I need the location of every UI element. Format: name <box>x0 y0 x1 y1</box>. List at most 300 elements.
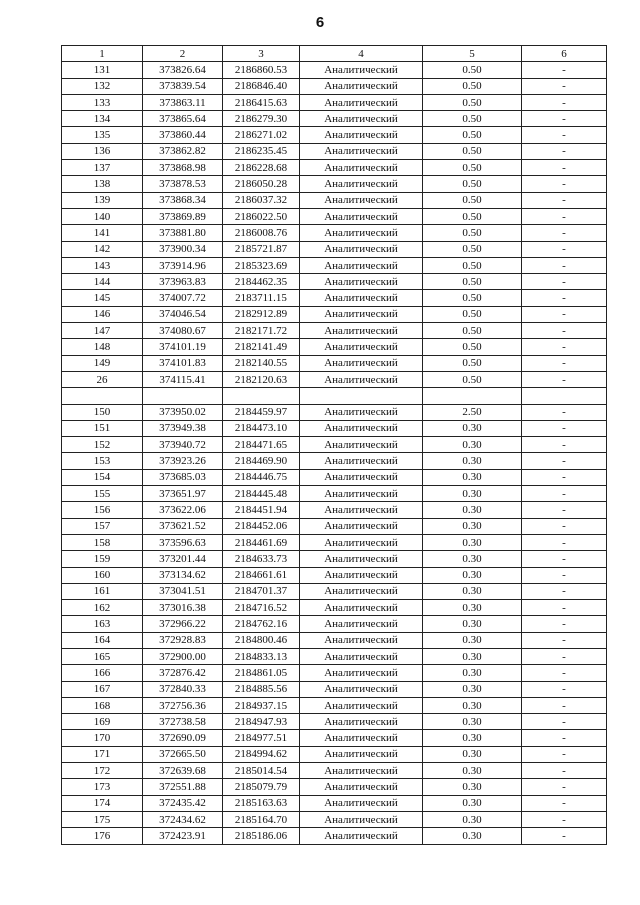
table-row <box>62 323 607 339</box>
table-cell: 0.30 <box>423 779 522 795</box>
table-cell: Аналитический <box>300 323 423 339</box>
table-cell: - <box>522 828 607 844</box>
table-cell: 0.30 <box>423 811 522 827</box>
table-cell: 373881.80 <box>143 225 223 241</box>
table-cell: 0.50 <box>423 225 522 241</box>
table-cell: 373923.26 <box>143 453 223 469</box>
table-row <box>62 763 607 779</box>
table-cell: - <box>522 290 607 306</box>
table-row <box>62 697 607 713</box>
table-cell: 2184947.93 <box>223 714 300 730</box>
table-cell: - <box>522 274 607 290</box>
table-cell: 151 <box>62 420 143 436</box>
table-cell: - <box>522 339 607 355</box>
table-cell: - <box>522 241 607 257</box>
table-row <box>62 648 607 664</box>
table-cell: Аналитический <box>300 62 423 78</box>
table-cell: - <box>522 779 607 795</box>
table-cell: 373949.38 <box>143 420 223 436</box>
table-row <box>62 469 607 485</box>
table-cell: 2184762.16 <box>223 616 300 632</box>
table-cell: - <box>522 225 607 241</box>
table-cell: Аналитический <box>300 192 423 208</box>
table-cell: 2184471.65 <box>223 437 300 453</box>
table-cell: Аналитический <box>300 600 423 616</box>
table-cell: Аналитический <box>300 257 423 273</box>
table-cell: 373862.82 <box>143 143 223 159</box>
table-cell: Аналитический <box>300 648 423 664</box>
table-cell: 2184861.05 <box>223 665 300 681</box>
table-cell: 2182912.89 <box>223 306 300 322</box>
table-cell: - <box>522 714 607 730</box>
table-cell: 2184661.61 <box>223 567 300 583</box>
column-header: 5 <box>423 46 522 62</box>
table-cell: - <box>522 811 607 827</box>
table-header-row <box>62 46 607 62</box>
table-cell: Аналитический <box>300 811 423 827</box>
table-row <box>62 241 607 257</box>
table-cell: 374080.67 <box>143 323 223 339</box>
table-cell: 2184994.62 <box>223 746 300 762</box>
table-cell: - <box>522 355 607 371</box>
table-cell: 373963.83 <box>143 274 223 290</box>
table-cell: 168 <box>62 697 143 713</box>
table-cell: 374046.54 <box>143 306 223 322</box>
table-cell: 372900.00 <box>143 648 223 664</box>
table-row <box>62 714 607 730</box>
table-row <box>62 339 607 355</box>
table-cell: 137 <box>62 160 143 176</box>
table-cell: 144 <box>62 274 143 290</box>
table-cell: Аналитический <box>300 160 423 176</box>
table-row <box>62 143 607 159</box>
table-cell <box>522 388 607 404</box>
table-cell: 145 <box>62 290 143 306</box>
table-row <box>62 208 607 224</box>
table-row <box>62 274 607 290</box>
table-cell: 372876.42 <box>143 665 223 681</box>
table-row <box>62 453 607 469</box>
table-cell: 161 <box>62 583 143 599</box>
table-cell: Аналитический <box>300 779 423 795</box>
table-cell: 141 <box>62 225 143 241</box>
table-cell: 159 <box>62 551 143 567</box>
table-cell: 0.30 <box>423 518 522 534</box>
table-cell: 2184701.37 <box>223 583 300 599</box>
table-cell: 176 <box>62 828 143 844</box>
coordinates-table <box>61 45 607 845</box>
table-cell: 0.30 <box>423 551 522 567</box>
table-cell: 2184462.35 <box>223 274 300 290</box>
table-row <box>62 404 607 420</box>
table-row <box>62 371 607 387</box>
table-cell: Аналитический <box>300 339 423 355</box>
table-cell: - <box>522 746 607 762</box>
table-row <box>62 600 607 616</box>
table-cell: - <box>522 176 607 192</box>
table-cell: 2185721.87 <box>223 241 300 257</box>
table-row <box>62 437 607 453</box>
table-cell: - <box>522 306 607 322</box>
table-cell: 2184445.48 <box>223 486 300 502</box>
table-cell: 374007.72 <box>143 290 223 306</box>
table-cell: 372639.68 <box>143 763 223 779</box>
table-cell: - <box>522 94 607 110</box>
table-cell: 2185186.06 <box>223 828 300 844</box>
table-cell: Аналитический <box>300 274 423 290</box>
table-cell: 2183711.15 <box>223 290 300 306</box>
table-cell: - <box>522 420 607 436</box>
table-cell: - <box>522 665 607 681</box>
table-cell: 2184633.73 <box>223 551 300 567</box>
table-cell: Аналитический <box>300 404 423 420</box>
table-cell: Аналитический <box>300 502 423 518</box>
table-cell: 0.30 <box>423 469 522 485</box>
table-cell: 373860.44 <box>143 127 223 143</box>
table-cell: 146 <box>62 306 143 322</box>
table-cell: Аналитический <box>300 486 423 502</box>
table-cell: Аналитический <box>300 730 423 746</box>
table-cell: 153 <box>62 453 143 469</box>
table-cell: 2184459.97 <box>223 404 300 420</box>
table-cell: 0.50 <box>423 62 522 78</box>
table-cell: 167 <box>62 681 143 697</box>
table-cell: 0.30 <box>423 437 522 453</box>
table-cell: 2186022.50 <box>223 208 300 224</box>
table-cell: - <box>522 78 607 94</box>
table-cell: 373621.52 <box>143 518 223 534</box>
table-cell: Аналитический <box>300 551 423 567</box>
table-cell: 2186235.45 <box>223 143 300 159</box>
table-cell: 0.30 <box>423 420 522 436</box>
table-cell: Аналитический <box>300 714 423 730</box>
table-cell: 0.30 <box>423 534 522 550</box>
table-row <box>62 616 607 632</box>
table-cell: - <box>522 486 607 502</box>
table-cell: 0.50 <box>423 274 522 290</box>
table-cell: 131 <box>62 62 143 78</box>
table-row <box>62 583 607 599</box>
table-cell <box>62 388 143 404</box>
table-cell: 0.50 <box>423 355 522 371</box>
table-cell: 2182171.72 <box>223 323 300 339</box>
table-cell: 2184716.52 <box>223 600 300 616</box>
table-cell: 0.30 <box>423 714 522 730</box>
table-cell: Аналитический <box>300 78 423 94</box>
table-cell: 2184800.46 <box>223 632 300 648</box>
table-cell: Аналитический <box>300 437 423 453</box>
table-cell: 0.50 <box>423 192 522 208</box>
page-number: 6 <box>315 14 325 31</box>
table-cell: 372434.62 <box>143 811 223 827</box>
table-cell: 162 <box>62 600 143 616</box>
table-cell: Аналитический <box>300 616 423 632</box>
table-cell: Аналитический <box>300 420 423 436</box>
table-cell: 0.50 <box>423 143 522 159</box>
table-cell: - <box>522 763 607 779</box>
table-cell: - <box>522 730 607 746</box>
table-row <box>62 62 607 78</box>
table-cell: 0.50 <box>423 160 522 176</box>
table-cell: 0.30 <box>423 583 522 599</box>
table-cell: 2186846.40 <box>223 78 300 94</box>
table-row <box>62 127 607 143</box>
table-cell: 372435.42 <box>143 795 223 811</box>
table-cell: 132 <box>62 78 143 94</box>
table-cell: 2186279.30 <box>223 111 300 127</box>
table-cell: 0.30 <box>423 828 522 844</box>
table-cell: 169 <box>62 714 143 730</box>
table-row <box>62 681 607 697</box>
table-cell: 373839.54 <box>143 78 223 94</box>
column-header: 4 <box>300 46 423 62</box>
table-cell: 160 <box>62 567 143 583</box>
table-row <box>62 192 607 208</box>
table-cell: 0.50 <box>423 257 522 273</box>
table-row <box>62 78 607 94</box>
table-cell <box>423 388 522 404</box>
table-cell: 0.50 <box>423 290 522 306</box>
table-row <box>62 486 607 502</box>
table-cell: 152 <box>62 437 143 453</box>
table-cell: - <box>522 518 607 534</box>
table-row <box>62 111 607 127</box>
table-cell: 147 <box>62 323 143 339</box>
table-cell: 0.50 <box>423 323 522 339</box>
table-cell: 372756.36 <box>143 697 223 713</box>
table-cell: 372738.58 <box>143 714 223 730</box>
table-cell: 2184473.10 <box>223 420 300 436</box>
table-cell: Аналитический <box>300 534 423 550</box>
table-cell: 2182141.49 <box>223 339 300 355</box>
table-cell: 139 <box>62 192 143 208</box>
table-cell: 372840.33 <box>143 681 223 697</box>
table-cell: Аналитический <box>300 355 423 371</box>
table-cell: 0.50 <box>423 241 522 257</box>
table-cell: 0.50 <box>423 94 522 110</box>
table-cell: - <box>522 127 607 143</box>
table-cell: 156 <box>62 502 143 518</box>
table-cell: 373868.98 <box>143 160 223 176</box>
table-cell <box>143 388 223 404</box>
table-cell: 2185014.54 <box>223 763 300 779</box>
table-cell: 0.30 <box>423 730 522 746</box>
table-cell: - <box>522 632 607 648</box>
table-cell: 0.50 <box>423 208 522 224</box>
table-body <box>62 62 607 844</box>
table-cell: 0.30 <box>423 681 522 697</box>
table-cell: 374101.19 <box>143 339 223 355</box>
table-cell: - <box>522 600 607 616</box>
table-cell: - <box>522 648 607 664</box>
table-cell: Аналитический <box>300 127 423 143</box>
table-row <box>62 176 607 192</box>
table-cell: 150 <box>62 404 143 420</box>
table-row <box>62 420 607 436</box>
table-cell <box>300 388 423 404</box>
table-cell: 175 <box>62 811 143 827</box>
table-cell: Аналитический <box>300 94 423 110</box>
table-cell: - <box>522 697 607 713</box>
table-cell: 0.30 <box>423 567 522 583</box>
table-cell: Аналитический <box>300 828 423 844</box>
table-cell: - <box>522 192 607 208</box>
table-cell: 135 <box>62 127 143 143</box>
table-cell: 171 <box>62 746 143 762</box>
column-header: 6 <box>522 46 607 62</box>
table-cell: 2184833.13 <box>223 648 300 664</box>
table-cell: 373016.38 <box>143 600 223 616</box>
table-cell: 2186860.53 <box>223 62 300 78</box>
table-cell: - <box>522 437 607 453</box>
table-cell: 0.50 <box>423 111 522 127</box>
table-row <box>62 811 607 827</box>
table-cell: 373900.34 <box>143 241 223 257</box>
table-row <box>62 632 607 648</box>
table-cell: 166 <box>62 665 143 681</box>
column-header: 2 <box>143 46 223 62</box>
table-cell: - <box>522 583 607 599</box>
table-cell <box>223 388 300 404</box>
table-cell: - <box>522 502 607 518</box>
table-cell: Аналитический <box>300 746 423 762</box>
table-cell: Аналитический <box>300 306 423 322</box>
table-cell: 0.50 <box>423 127 522 143</box>
table-row <box>62 225 607 241</box>
table-cell: 0.50 <box>423 339 522 355</box>
table-row <box>62 665 607 681</box>
table-cell: 174 <box>62 795 143 811</box>
table-cell: Аналитический <box>300 697 423 713</box>
table-cell: 143 <box>62 257 143 273</box>
table-cell: - <box>522 534 607 550</box>
table-cell: 373651.97 <box>143 486 223 502</box>
table-cell: 374101.83 <box>143 355 223 371</box>
table-cell: 136 <box>62 143 143 159</box>
table-row <box>62 795 607 811</box>
table-cell: 2186415.63 <box>223 94 300 110</box>
table-cell: 0.30 <box>423 600 522 616</box>
table-cell: - <box>522 795 607 811</box>
table-cell: - <box>522 257 607 273</box>
table-cell: Аналитический <box>300 763 423 779</box>
table-cell: 2185079.79 <box>223 779 300 795</box>
table-cell: 2185164.70 <box>223 811 300 827</box>
table-row <box>62 355 607 371</box>
table-row <box>62 746 607 762</box>
table-cell: 0.30 <box>423 453 522 469</box>
table-cell: 0.50 <box>423 78 522 94</box>
table-cell: 373940.72 <box>143 437 223 453</box>
table-cell: 0.30 <box>423 632 522 648</box>
table-cell: - <box>522 551 607 567</box>
table-cell: Аналитический <box>300 469 423 485</box>
table-cell: 164 <box>62 632 143 648</box>
table-cell: 0.30 <box>423 746 522 762</box>
table-cell: 165 <box>62 648 143 664</box>
table-cell: - <box>522 323 607 339</box>
table-cell: 0.30 <box>423 486 522 502</box>
table-cell: 373914.96 <box>143 257 223 273</box>
table-cell: 373950.02 <box>143 404 223 420</box>
table-cell: 373134.62 <box>143 567 223 583</box>
table-cell: - <box>522 567 607 583</box>
table-cell: Аналитический <box>300 371 423 387</box>
table-cell: 0.50 <box>423 306 522 322</box>
table-cell: 2186008.76 <box>223 225 300 241</box>
table-cell: 142 <box>62 241 143 257</box>
table-cell: 155 <box>62 486 143 502</box>
table-cell: 157 <box>62 518 143 534</box>
table-row <box>62 534 607 550</box>
table-cell: Аналитический <box>300 208 423 224</box>
table-cell: 373863.11 <box>143 94 223 110</box>
table-cell: - <box>522 616 607 632</box>
table-cell: 133 <box>62 94 143 110</box>
table-cell: 374115.41 <box>143 371 223 387</box>
table-cell: - <box>522 208 607 224</box>
table-cell: 2182140.55 <box>223 355 300 371</box>
table-cell: 372423.91 <box>143 828 223 844</box>
table-cell: 0.30 <box>423 763 522 779</box>
table-cell: 373878.53 <box>143 176 223 192</box>
table-row <box>62 257 607 273</box>
table-cell: 2184469.90 <box>223 453 300 469</box>
table-row <box>62 94 607 110</box>
table-row <box>62 730 607 746</box>
table-cell: 2186037.32 <box>223 192 300 208</box>
table-row <box>62 828 607 844</box>
table-cell: 2186228.68 <box>223 160 300 176</box>
table-cell: - <box>522 160 607 176</box>
table-cell: 170 <box>62 730 143 746</box>
table-cell: Аналитический <box>300 632 423 648</box>
table-cell: 373041.51 <box>143 583 223 599</box>
table-cell: 163 <box>62 616 143 632</box>
table-cell: Аналитический <box>300 567 423 583</box>
table-cell: 2182120.63 <box>223 371 300 387</box>
table-cell: 373622.06 <box>143 502 223 518</box>
table-cell: 373865.64 <box>143 111 223 127</box>
table-cell: 134 <box>62 111 143 127</box>
table-cell: 173 <box>62 779 143 795</box>
table-cell: Аналитический <box>300 583 423 599</box>
table-cell: 2184451.94 <box>223 502 300 518</box>
table-cell: 149 <box>62 355 143 371</box>
table-row <box>62 502 607 518</box>
table-cell: 2184461.69 <box>223 534 300 550</box>
table-cell: Аналитический <box>300 176 423 192</box>
table-cell: 373685.03 <box>143 469 223 485</box>
table-cell: 172 <box>62 763 143 779</box>
table-cell: 138 <box>62 176 143 192</box>
table-cell: 26 <box>62 371 143 387</box>
table-cell: 0.50 <box>423 371 522 387</box>
table-row <box>62 779 607 795</box>
table-cell: 0.30 <box>423 697 522 713</box>
table-cell: Аналитический <box>300 225 423 241</box>
table-cell: - <box>522 681 607 697</box>
table-cell: 0.30 <box>423 795 522 811</box>
table-cell: 373826.64 <box>143 62 223 78</box>
table-cell: 372551.88 <box>143 779 223 795</box>
table-cell: 2186271.02 <box>223 127 300 143</box>
table-cell: 0.50 <box>423 176 522 192</box>
table-cell: - <box>522 404 607 420</box>
table-row <box>62 290 607 306</box>
table-row <box>62 551 607 567</box>
table-cell: Аналитический <box>300 665 423 681</box>
